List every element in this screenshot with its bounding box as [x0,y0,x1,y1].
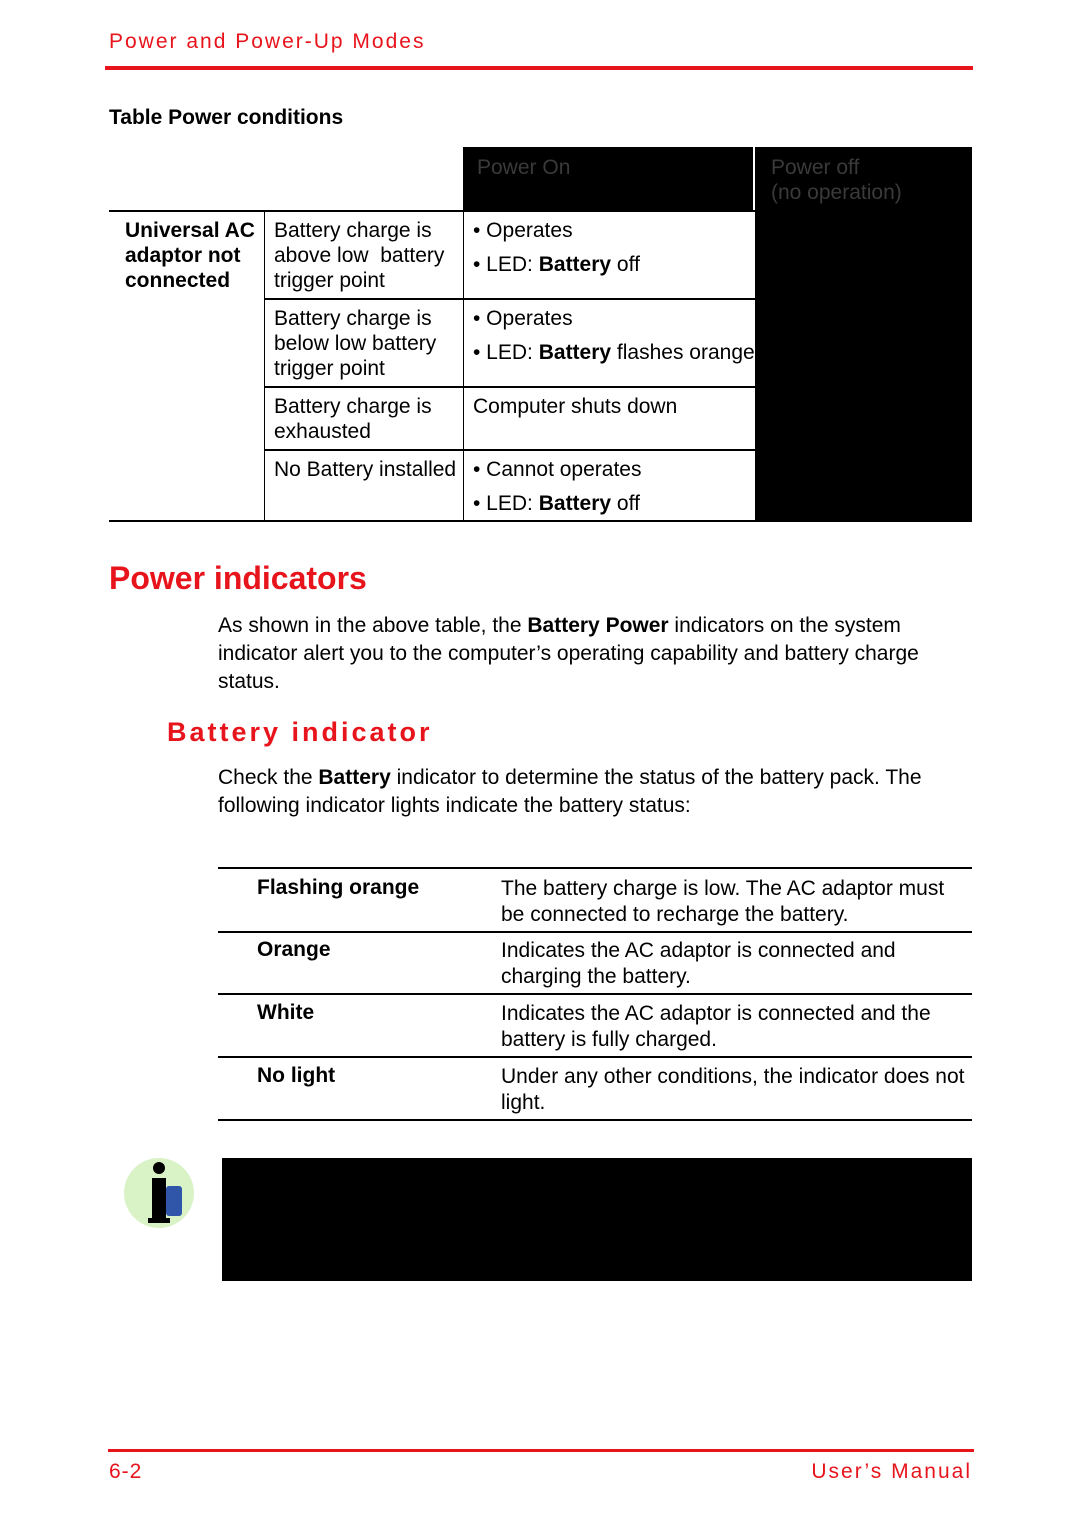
result-line: • Cannot operates [473,458,642,481]
subsection-heading-battery-indicator: Battery indicator [167,717,433,747]
table-rule [218,1056,972,1058]
led-prefix: • LED: [473,492,539,515]
condition-line: exhausted [274,420,371,443]
header-cell-power-on [463,147,753,211]
led-prefix: • LED: [473,341,539,364]
result-cell [473,394,677,419]
indicator-label: Orange [257,938,331,961]
led-line [473,491,641,516]
condition-line: below low battery [274,332,437,355]
result-line: • Operates [473,219,573,242]
table-top-rule [109,210,755,212]
condition-cell [274,457,456,482]
manual-title: User’s Manual [811,1460,972,1483]
running-header-title: Power and Power-Up Modes [109,30,426,53]
table-rule [218,1119,972,1121]
header-rule [105,66,973,70]
result-cell [473,218,640,277]
indicator-description: Indicates the AC adaptor is connected and charging the battery. [501,939,896,988]
paragraph-text: As shown in the above table, the [218,614,528,637]
column-divider [264,211,265,521]
condition-cell [274,394,432,444]
header-power-off-label: Power off [771,156,860,179]
result-line: • Operates [473,307,573,330]
header-power-off-sublabel: (no operation) [771,181,902,204]
indicator-description: The battery charge is low. The AC adaptor must be connected to recharge the battery. [501,877,945,926]
result-cell [473,457,641,516]
table-rule [218,931,972,933]
led-name: Battery [538,253,612,276]
column-power-off [755,147,972,522]
led-line [473,252,640,277]
paragraph-text: indicator to determine the status of the battery pack. The following indicator lights indicate the battery status: [218,766,928,817]
led-name: Battery [538,341,612,364]
indicator-description: Indicates the AC adaptor is connected and the battery is fully charged. [501,1002,931,1051]
column-divider [463,211,464,521]
group-label-line: connected [125,269,231,292]
footer-rule [108,1449,974,1452]
indicator-label: White [257,1001,315,1024]
group-label-line: adaptor not [125,244,241,267]
condition-line: above low battery [274,244,445,267]
result-line: Computer shuts down [473,395,678,418]
led-state: off [611,253,640,276]
condition-cell [274,218,444,293]
indicator-description: Under any other conditions, the indicator does not light. [501,1065,965,1114]
table-rule [218,867,972,869]
condition-line: No Battery installed [274,458,457,481]
condition-line: trigger point [274,357,385,380]
led-state: off [611,492,640,515]
result-cell [473,306,755,365]
condition-line: Battery charge is [274,307,432,330]
condition-cell [274,306,436,381]
paragraph-bold: Battery Power [527,614,669,637]
condition-line: Battery charge is [274,395,432,418]
led-line [473,340,755,365]
led-name: Battery [538,492,612,515]
battery-indicator-paragraph [218,764,938,820]
table-rule [218,993,972,995]
row-divider [264,298,755,300]
indicator-label: No light [257,1064,336,1087]
header-power-on-label: Power On [477,156,571,179]
power-indicators-paragraph [218,612,938,696]
led-state: flashes orange [611,341,755,364]
info-icon [122,1156,196,1230]
led-prefix: • LED: [473,253,539,276]
note-box [222,1158,972,1281]
group-label-line: Universal AC [125,219,255,242]
section-heading-power-indicators: Power indicators [109,560,367,596]
paragraph-bold: Battery [318,766,391,789]
row-divider [264,386,755,388]
condition-line: Battery charge is [274,219,432,242]
table-caption: Table Power conditions [109,106,344,129]
table-bottom-rule [109,520,755,522]
indicator-label: Flashing orange [257,876,420,899]
row-divider [264,449,755,451]
paragraph-text: Check the [218,766,319,789]
page-number: 6-2 [109,1460,143,1483]
group-label [125,218,255,293]
paragraph-text: indicators on the system indicator alert you to the computer’s operating capability and battery charge status. [218,614,925,693]
condition-line: trigger point [274,269,385,292]
